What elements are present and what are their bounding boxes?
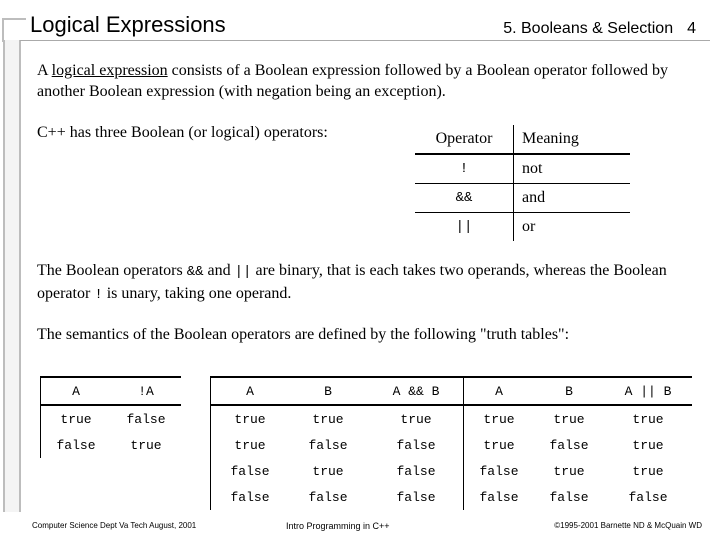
operators-table — [415, 125, 630, 241]
binary-note — [37, 260, 707, 306]
meaning-header: Meaning — [514, 125, 631, 154]
semantics-paragraph: The semantics of the Boolean operators are defined by the following "truth tables": — [37, 326, 570, 343]
operator-cell: && — [415, 184, 514, 213]
intro-term: logical expression — [51, 62, 168, 79]
footer-right: ©1995-2001 Barnette ND & McQuain WD — [554, 521, 702, 530]
table-cell: true — [483, 437, 515, 453]
table-cell: true — [234, 411, 266, 427]
not-operator: ! — [94, 287, 103, 303]
table-cell: true — [553, 411, 585, 427]
operator-cell: ! — [415, 154, 514, 184]
table-cell: true — [234, 437, 266, 453]
section-label: 5. Booleans & Selection — [503, 20, 674, 37]
table-row — [211, 484, 466, 510]
table-cell: true — [312, 463, 344, 479]
intro-prefix: A — [37, 62, 52, 79]
note-text: is unary, taking one operand. — [102, 285, 292, 302]
table-row — [41, 405, 182, 432]
header-cell: A — [464, 377, 535, 405]
table-cell: false — [549, 489, 589, 505]
table-row — [464, 405, 693, 432]
truth-table-header — [464, 377, 693, 405]
table-row — [211, 405, 466, 432]
and-truth-table — [210, 376, 465, 510]
table-row — [464, 458, 693, 484]
frame-side-bar — [3, 40, 21, 512]
table-row — [41, 432, 182, 458]
table-cell: false — [230, 463, 270, 479]
frame-corner — [2, 18, 26, 42]
table-cell: false — [479, 463, 519, 479]
header-cell: A || B — [604, 377, 692, 405]
table-cell: false — [396, 437, 436, 453]
header-cell: !A — [111, 377, 181, 405]
intro-paragraph — [37, 60, 697, 102]
operator-row — [415, 184, 630, 213]
not-truth-table — [40, 376, 181, 458]
slide-section — [503, 20, 696, 38]
table-cell: true — [400, 411, 432, 427]
and-operator: && — [186, 264, 204, 280]
table-cell: false — [479, 489, 519, 505]
operators-header-row — [415, 125, 630, 154]
truth-table-header — [41, 377, 182, 405]
note-text: and — [203, 262, 235, 279]
table-cell: true — [632, 463, 664, 479]
truth-table-header — [211, 377, 466, 405]
header-rule — [20, 40, 710, 41]
table-cell: true — [312, 411, 344, 427]
table-cell: false — [628, 489, 668, 505]
table-row — [464, 432, 693, 458]
footer-left: Computer Science Dept Va Tech August, 2001 — [32, 521, 197, 530]
note-text: The Boolean operators — [37, 262, 187, 279]
or-operator: || — [234, 264, 252, 280]
header-cell: A — [211, 377, 290, 405]
operators-lead: C++ has three Boolean (or logical) operators: — [37, 124, 328, 141]
table-cell: true — [632, 411, 664, 427]
table-cell: false — [126, 411, 166, 427]
header-cell: A && B — [367, 377, 465, 405]
header-cell: B — [289, 377, 367, 405]
table-row — [211, 458, 466, 484]
or-truth-table — [463, 376, 692, 510]
operator-header: Operator — [415, 125, 514, 154]
table-cell: true — [483, 411, 515, 427]
note-text: are binary, that is each takes two operands, whereas the Boolean operator — [37, 262, 667, 302]
meaning-cell: and — [514, 184, 631, 213]
footer-center: Intro Programming in C++ — [286, 521, 390, 531]
operator-cell: || — [415, 213, 514, 242]
table-row — [211, 432, 466, 458]
header-cell: B — [534, 377, 604, 405]
table-cell: false — [56, 437, 96, 453]
table-cell: false — [396, 463, 436, 479]
table-cell: false — [549, 437, 589, 453]
operator-row — [415, 154, 630, 184]
table-cell: false — [230, 489, 270, 505]
operator-row — [415, 213, 630, 242]
intro-rest: consists of a Boolean expression followed by a Boolean operator followed by another Boolean expression (with negation being an exception). — [37, 62, 668, 100]
table-cell: false — [396, 489, 436, 505]
table-cell: true — [632, 437, 664, 453]
meaning-cell: or — [522, 218, 536, 235]
table-cell: true — [130, 437, 162, 453]
page-number: 4 — [687, 20, 696, 37]
table-cell: true — [60, 411, 92, 427]
table-cell: false — [308, 437, 348, 453]
header-cell: A — [41, 377, 112, 405]
meaning-cell: not — [514, 154, 631, 184]
table-cell: false — [308, 489, 348, 505]
table-row — [464, 484, 693, 510]
table-cell: true — [553, 463, 585, 479]
slide-title: Logical Expressions — [30, 12, 226, 37]
